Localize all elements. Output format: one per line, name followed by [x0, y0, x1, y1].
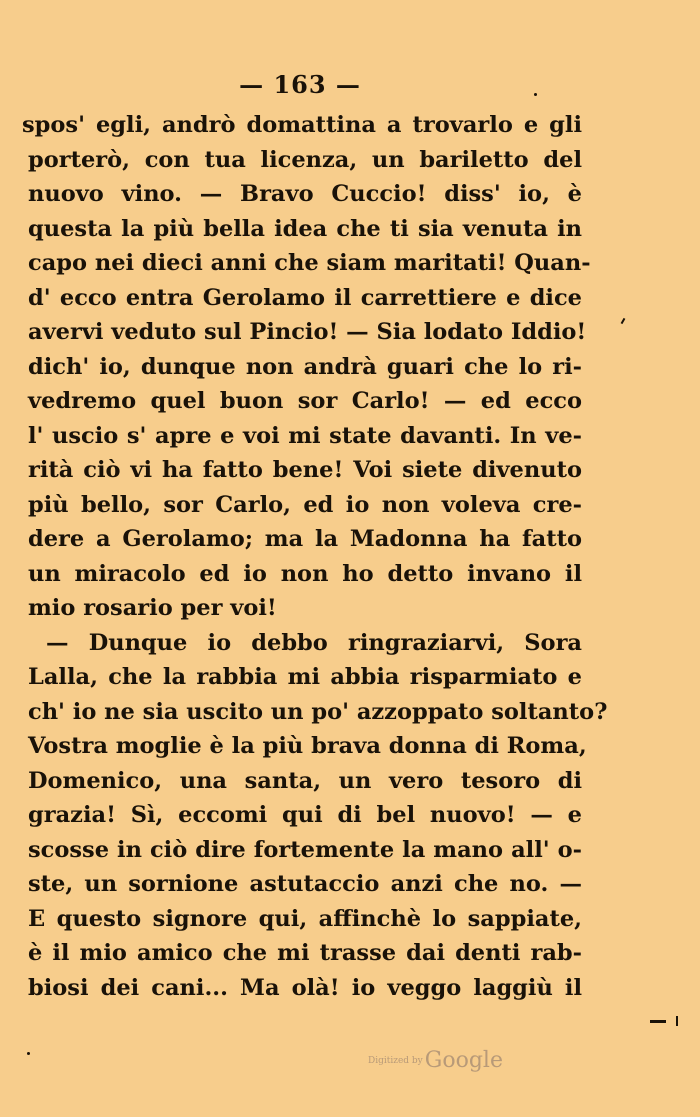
body-text [22, 108, 608, 1005]
text-line: un miracolo ed io non ho detto invano il [28, 560, 582, 587]
digitized-watermark [368, 1048, 503, 1073]
stray-mark [621, 318, 626, 324]
text-line: ch' io ne sia uscito un po' azzoppato soltanto? [28, 698, 608, 725]
watermark-prefix: Digitized by [368, 1056, 423, 1066]
text-line: porterò, con tua licenza, un bariletto del [28, 146, 582, 173]
text-line: capo nei dieci anni che siam maritati! Quan- [28, 250, 591, 276]
text-line: spos' egli, andrò domattina a trovarlo e gli [22, 112, 582, 138]
text-line: vedremo quel buon sor Carlo! — ed ecco [28, 388, 582, 414]
text-line: avervi veduto sul Pincio! — Sia lodato Iddio! [28, 319, 587, 345]
text-line: Domenico, una santa, un vero tesoro di [28, 767, 582, 794]
text-line: mio rosario per voi! [28, 595, 277, 621]
text-line: ste, un sornione astutaccio anzi che no. — [28, 871, 582, 897]
text-line: Lalla, che la rabbia mi abbia risparmiato e [28, 664, 582, 690]
text-line: Vostra moglie è la più brava donna di Roma, [28, 733, 587, 759]
text-line: l' uscio s' apre e voi mi state davanti. In ve- [28, 422, 582, 449]
text-line: d' ecco entra Gerolamo il carrettiere e dice [28, 284, 582, 311]
page-number: — 163 — [239, 70, 361, 99]
text-line: più bello, sor Carlo, ed io non voleva cre- [28, 491, 582, 518]
text-line: rità ciò vi ha fatto bene! Voi siete divenuto [28, 457, 582, 483]
text-line: nuovo vino. — Bravo Cuccio! diss' io, è [28, 181, 582, 207]
text-line: questa la più bella idea che ti sia venuta in [28, 215, 582, 242]
stray-mark [650, 1020, 666, 1023]
text-line: E questo signore qui, affinchè lo sappiate, [28, 905, 582, 932]
stray-mark [27, 1052, 30, 1055]
stray-mark [534, 93, 537, 96]
google-logo: Google [424, 1048, 503, 1073]
text-line: dich' io, dunque non andrà guari che lo ri- [28, 353, 582, 380]
text-line: dere a Gerolamo; ma la Madonna ha fatto [28, 526, 582, 552]
text-line: biosi dei cani... Ma olà! io veggo laggiù il [28, 974, 582, 1001]
text-line: è il mio amico che mi trasse dai denti rab- [28, 940, 582, 966]
text-line: grazia! Sì, eccomi qui di bel nuovo! — e [28, 802, 582, 828]
stray-mark [676, 1016, 678, 1026]
text-line: — Dunque io debbo ringraziarvi, Sora [46, 629, 582, 656]
text-line: scosse in ciò dire fortemente la mano all' o- [28, 836, 582, 863]
